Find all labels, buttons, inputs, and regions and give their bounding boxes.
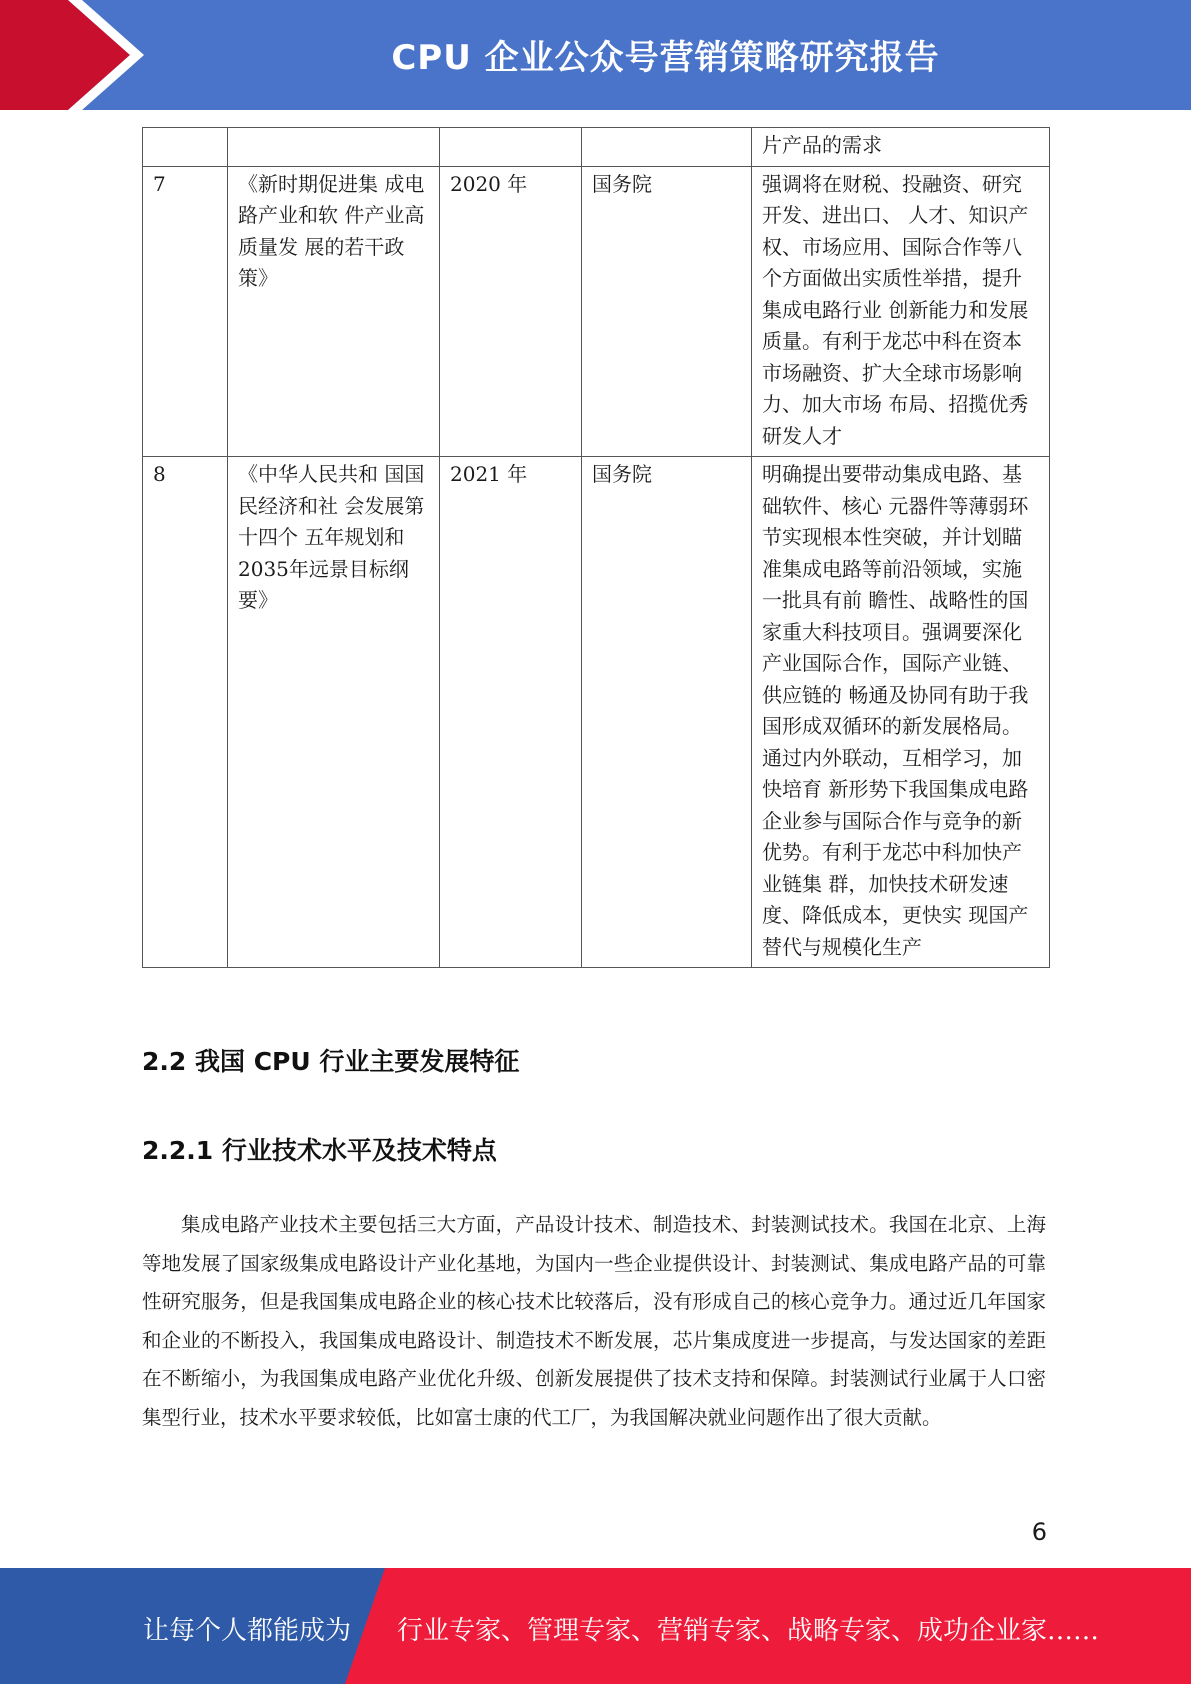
body-paragraph: 集成电路产业技术主要包括三大方面，产品设计技术、制造技术、封装测试技术。我国在北京、上海等地发展了国家级集成电路设计产业化基地，为国内一些企业提供设计、封装测试、集成电路产品的可靠性研究服务，但是我国集成电路企业的核心技术比较落后，没有形成自己的核心竞争力。通过近几年国家和企业的不断投入，我国集成电路设计、制造技术不断发展，芯片集成度进一步提高，与发达国家的差距在不断缩小，为我国集成电路产业优化升级、创新发展提供了技术支持和保障。封装测试行业属于人口密集型行业，技术水平要求较低，比如富士康的代工厂，为我国解决就业问题作出了很大贡献。 [142, 1213, 1046, 1429]
page-number: 6 [1031, 1518, 1047, 1546]
table-cell-year [440, 128, 582, 167]
table-cell-no [143, 128, 228, 167]
table-cell-dept: 国务院 [582, 166, 752, 457]
policy-table [142, 127, 1050, 968]
footer-slogan-right: 行业专家、管理专家、营销专家、战略专家、成功企业家…… [397, 1616, 1100, 1646]
section-heading: 2.2 我国 CPU 行业主要发展特征 [142, 1047, 520, 1076]
header-title: CPU 企业公众号营销策略研究报告 [391, 38, 940, 78]
page-header [0, 0, 1191, 110]
table-cell-year: 2021 年 [440, 457, 582, 968]
page-footer [0, 1568, 1191, 1684]
table-row [143, 128, 1050, 167]
table-cell-name: 《新时期促进集 成电路产业和软 件产业高质量发 展的若干政策》 [228, 166, 440, 457]
table-cell-desc: 强调将在财税、投融资、研究开发、进出口、 人才、知识产权、市场应用、国际合作等八 个方面做出实质性举措，提升集成电路行业 创新能力和发展质量。有利于龙芯中科在资本 市场融资、扩大全球市场影响力、加大市场 布局、招揽优秀研发人才 [752, 166, 1050, 457]
table-cell-desc: 明确提出要带动集成电路、基础软件、核心 元器件等薄弱环节实现根本性突破，并计划瞄准集成电路等前沿领域，实施一批具有前 瞻性、战略性的国家重大科技项目。强调要深化产业国际合作，国际产业链、供应链的 畅通及协同有助于我国形成双循环的新发展格局。通过内外联动，互相学习，加快培育 新形势下我国集成电路企业参与国际合作与竞争的新优势。有利于龙芯中科加快产业链集 群，加快技术研发速度、降低成本，更快实 现国产替代与规模化生产 [752, 457, 1050, 968]
table-row [143, 457, 1050, 968]
table-cell-name: 《中华人民共和 国国民经济和社 会发展第十四个 五年规划和2035年远景目标纲要》 [228, 457, 440, 968]
table-cell-name [228, 128, 440, 167]
table-row [143, 166, 1050, 457]
table-cell-desc: 片产品的需求 [752, 128, 1050, 167]
table-cell-no: 8 [143, 457, 228, 968]
subsection-heading: 2.2.1 行业技术水平及技术特点 [142, 1136, 497, 1165]
footer-slogan-left: 让每个人都能成为 [143, 1616, 352, 1646]
table-cell-year: 2020 年 [440, 166, 582, 457]
table-cell-no: 7 [143, 166, 228, 457]
table-cell-dept [582, 128, 752, 167]
table-cell-dept: 国务院 [582, 457, 752, 968]
